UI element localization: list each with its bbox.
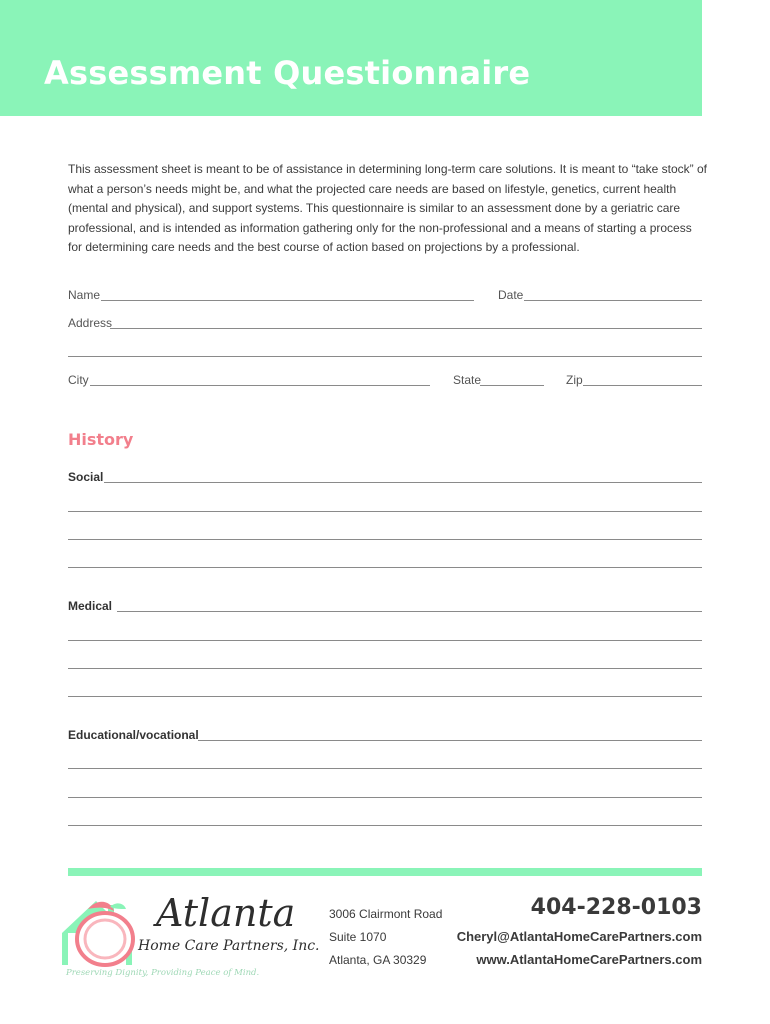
city-label: City xyxy=(68,373,89,387)
name-date-row xyxy=(68,288,702,306)
social-line-2[interactable] xyxy=(68,511,702,512)
city-field[interactable] xyxy=(90,385,430,386)
logo-subtitle: Home Care Partners, Inc. xyxy=(138,938,320,954)
page-title: Assessment Questionnaire xyxy=(44,54,531,92)
logo-name: Atlanta xyxy=(156,891,296,935)
address-label: Address xyxy=(68,316,113,330)
city-state-zip-row xyxy=(68,373,702,391)
educational-line-4[interactable] xyxy=(68,825,702,826)
name-label: Name xyxy=(68,288,101,302)
medical-line-3[interactable] xyxy=(68,668,702,669)
date-field[interactable] xyxy=(524,300,702,301)
social-line-3[interactable] xyxy=(68,539,702,540)
address-line-1: 3006 Clairmont Road xyxy=(329,907,443,921)
educational-field[interactable] xyxy=(198,740,702,741)
educational-line-2[interactable] xyxy=(68,768,702,769)
address-line-3: Atlanta, GA 30329 xyxy=(329,953,427,967)
header-band xyxy=(0,0,702,116)
medical-field[interactable] xyxy=(117,611,702,612)
social-field[interactable] xyxy=(104,482,702,483)
address-row xyxy=(68,316,702,334)
company-logo xyxy=(58,891,320,983)
phone-number: 404-228-0103 xyxy=(530,895,702,920)
date-label: Date xyxy=(498,288,524,302)
zip-label: Zip xyxy=(566,373,583,387)
social-line-4[interactable] xyxy=(68,567,702,568)
educational-label: Educational/vocational xyxy=(68,728,199,742)
educational-line-3[interactable] xyxy=(68,797,702,798)
intro-paragraph: This assessment sheet is meant to be of assistance in determining long-term care solutions. It is meant to “take stock” of what a person’s needs might be, and what the projected care needs are based on lifestyle, genetics, current health (mental and physical), and support systems. This questionnaire is similar to an assessment done by a geriatric care professional, and is intended as information gathering only for the non-professional and a means of starting a process for determining care needs and the best course of action based on projections by a professional. xyxy=(68,162,707,255)
history-heading: History xyxy=(68,430,134,449)
address-line-2: Suite 1070 xyxy=(329,930,387,944)
website-link[interactable]: www.AtlantaHomeCarePartners.com xyxy=(476,952,702,967)
email-link[interactable]: Cheryl@AtlantaHomeCarePartners.com xyxy=(456,929,702,944)
medical-line-2[interactable] xyxy=(68,640,702,641)
state-field[interactable] xyxy=(480,385,544,386)
house-peach-icon xyxy=(58,893,148,968)
logo-tagline: Preserving Dignity, Providing Peace of Mind. xyxy=(66,968,260,978)
state-label: State xyxy=(453,373,482,387)
footer-divider-band xyxy=(68,868,702,876)
medical-line-4[interactable] xyxy=(68,696,702,697)
name-field[interactable] xyxy=(101,300,474,301)
address-field-line-2[interactable] xyxy=(68,356,702,357)
address-field[interactable] xyxy=(110,328,702,329)
social-label: Social xyxy=(68,470,104,484)
zip-field[interactable] xyxy=(583,385,702,386)
medical-label: Medical xyxy=(68,599,113,613)
